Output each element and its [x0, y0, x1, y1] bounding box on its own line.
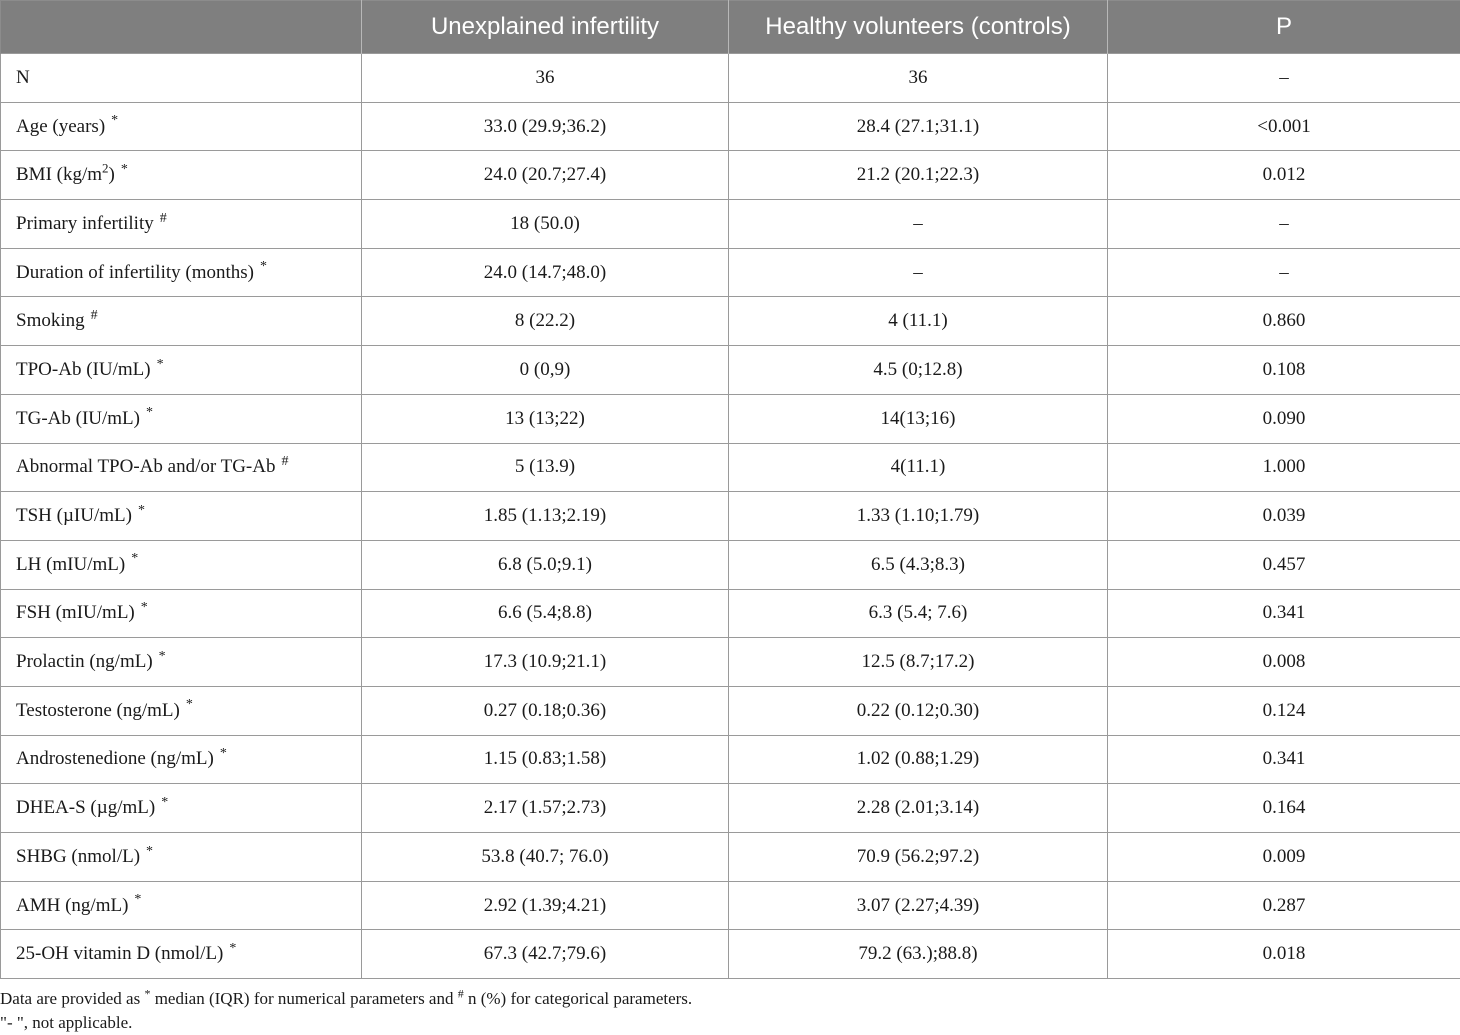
table-body: [1, 54, 1460, 979]
row-parameter-label: 25-OH vitamin D (nmol/L) *: [1, 930, 362, 979]
row-parameter-label: LH (mIU/mL) *: [1, 540, 362, 589]
cell-healthy-controls: 6.5 (4.3;8.3): [729, 540, 1108, 589]
header-parameter: [1, 1, 362, 54]
footnote-marker: *: [229, 940, 237, 956]
table-row: [1, 784, 1460, 833]
cell-healthy-controls: 6.3 (5.4; 7.6): [729, 589, 1108, 638]
footnote-marker: *: [259, 259, 267, 275]
cell-p-value: 0.341: [1108, 735, 1460, 784]
cell-p-value: 0.108: [1108, 346, 1460, 395]
cell-unexplained-infertility: 2.92 (1.39;4.21): [362, 881, 729, 930]
cell-p-value: 0.009: [1108, 833, 1460, 882]
table-row: [1, 735, 1460, 784]
cell-unexplained-infertility: 1.15 (0.83;1.58): [362, 735, 729, 784]
footnote-legend: Data are provided as * median (IQR) for numerical parameters and # n (%) for categorical parameters.: [0, 986, 693, 1008]
footnote-hash-marker: #: [457, 986, 464, 1001]
cell-p-value: 0.039: [1108, 492, 1460, 541]
row-parameter-label: N: [1, 54, 362, 103]
cell-p-value: –: [1108, 54, 1460, 103]
table-row: [1, 346, 1460, 395]
row-parameter-label: Testosterone (ng/mL) *: [1, 686, 362, 735]
cell-unexplained-infertility: 5 (13.9): [362, 443, 729, 492]
cell-healthy-controls: 4(11.1): [729, 443, 1108, 492]
table-row: [1, 589, 1460, 638]
footnote-marker: *: [219, 746, 227, 762]
footnote-marker: *: [158, 648, 166, 664]
cell-p-value: –: [1108, 200, 1460, 249]
cell-healthy-controls: 79.2 (63.);88.8): [729, 930, 1108, 979]
cell-unexplained-infertility: 18 (50.0): [362, 200, 729, 249]
cell-healthy-controls: 12.5 (8.7;17.2): [729, 638, 1108, 687]
footnote-marker: *: [111, 113, 119, 129]
cell-healthy-controls: 4 (11.1): [729, 297, 1108, 346]
cell-unexplained-infertility: 6.8 (5.0;9.1): [362, 540, 729, 589]
cell-unexplained-infertility: 24.0 (20.7;27.4): [362, 151, 729, 200]
cell-unexplained-infertility: 2.17 (1.57;2.73): [362, 784, 729, 833]
cell-p-value: 0.012: [1108, 151, 1460, 200]
table-row: [1, 833, 1460, 882]
footnote-marker: *: [146, 843, 154, 859]
cell-healthy-controls: 36: [729, 54, 1108, 103]
cell-healthy-controls: 0.22 (0.12;0.30): [729, 686, 1108, 735]
row-parameter-label: Androstenedione (ng/mL) *: [1, 735, 362, 784]
row-parameter-label: Age (years) *: [1, 102, 362, 151]
cell-healthy-controls: 3.07 (2.27;4.39): [729, 881, 1108, 930]
cell-healthy-controls: 14(13;16): [729, 394, 1108, 443]
cell-p-value: –: [1108, 248, 1460, 297]
cell-p-value: 0.008: [1108, 638, 1460, 687]
header-healthy-controls: Healthy volunteers (controls): [729, 1, 1108, 54]
cell-healthy-controls: 1.02 (0.88;1.29): [729, 735, 1108, 784]
table-row: [1, 297, 1460, 346]
row-parameter-label: Abnormal TPO-Ab and/or TG-Ab #: [1, 443, 362, 492]
cell-p-value: 0.124: [1108, 686, 1460, 735]
footnote-star-marker: *: [144, 986, 151, 1001]
cell-unexplained-infertility: 1.85 (1.13;2.19): [362, 492, 729, 541]
table-row: [1, 492, 1460, 541]
footnote-marker: *: [161, 794, 169, 810]
table-row: [1, 540, 1460, 589]
cell-unexplained-infertility: 17.3 (10.9;21.1): [362, 638, 729, 687]
footnote-marker: #: [159, 210, 167, 226]
table-row: [1, 394, 1460, 443]
cell-p-value: 1.000: [1108, 443, 1460, 492]
table-row: [1, 638, 1460, 687]
row-parameter-label: DHEA-S (µg/mL) *: [1, 784, 362, 833]
footnote-not-applicable: "- ", not applicable.: [0, 1013, 133, 1032]
footnote-marker: *: [134, 892, 142, 908]
table-row: [1, 102, 1460, 151]
header-unexplained-infertility: Unexplained infertility: [362, 1, 729, 54]
row-parameter-label: BMI $(kg/m^2)$ *: [1, 151, 362, 200]
table-row: [1, 443, 1460, 492]
cell-p-value: 0.018: [1108, 930, 1460, 979]
table-row: [1, 930, 1460, 979]
row-parameter-label: TSH (µIU/mL) *: [1, 492, 362, 541]
cell-p-value: 0.287: [1108, 881, 1460, 930]
row-parameter-label: TG-Ab (IU/mL) *: [1, 394, 362, 443]
cell-healthy-controls: 1.33 (1.10;1.79): [729, 492, 1108, 541]
header-row: [1, 1, 1460, 54]
unit-superscript: 2: [102, 160, 109, 176]
table-header: [1, 1, 1460, 54]
row-parameter-label: Primary infertility #: [1, 200, 362, 249]
table-row: [1, 881, 1460, 930]
cell-unexplained-infertility: 33.0 (29.9;36.2): [362, 102, 729, 151]
header-p-value: P: [1108, 1, 1460, 54]
cell-healthy-controls: 28.4 (27.1;31.1): [729, 102, 1108, 151]
cell-unexplained-infertility: 8 (22.2): [362, 297, 729, 346]
cell-p-value: <0.001: [1108, 102, 1460, 151]
footnote-marker: *: [146, 405, 153, 421]
table-row: [1, 248, 1460, 297]
cell-healthy-controls: 2.28 (2.01;3.14): [729, 784, 1108, 833]
footnote-marker: #: [281, 454, 289, 470]
row-parameter-label: TPO-Ab (IU/mL) *: [1, 346, 362, 395]
row-parameter-label: Duration of infertility (months) *: [1, 248, 362, 297]
footnote-marker: *: [185, 697, 193, 713]
row-parameter-label: FSH (mIU/mL) *: [1, 589, 362, 638]
cell-unexplained-infertility: 0.27 (0.18;0.36): [362, 686, 729, 735]
cell-unexplained-infertility: 0 (0,9): [362, 346, 729, 395]
cell-healthy-controls: 21.2 (20.1;22.3): [729, 151, 1108, 200]
cell-p-value: 0.090: [1108, 394, 1460, 443]
row-parameter-label: AMH (ng/mL) *: [1, 881, 362, 930]
cell-healthy-controls: –: [729, 200, 1108, 249]
cell-unexplained-infertility: 53.8 (40.7; 76.0): [362, 833, 729, 882]
footnote-marker: *: [156, 356, 164, 372]
footnote-marker: #: [90, 307, 98, 323]
cell-healthy-controls: 4.5 (0;12.8): [729, 346, 1108, 395]
table-row: [1, 54, 1460, 103]
footnote-marker: *: [140, 600, 148, 616]
cell-unexplained-infertility: 13 (13;22): [362, 394, 729, 443]
row-parameter-label: Prolactin (ng/mL) *: [1, 638, 362, 687]
cell-p-value: 0.341: [1108, 589, 1460, 638]
table-row: [1, 686, 1460, 735]
cell-unexplained-infertility: 36: [362, 54, 729, 103]
cell-unexplained-infertility: 6.6 (5.4;8.8): [362, 589, 729, 638]
cell-p-value: 0.164: [1108, 784, 1460, 833]
footnote-marker: *: [131, 551, 139, 567]
row-parameter-label: Smoking #: [1, 297, 362, 346]
table-row: [1, 200, 1460, 249]
cell-unexplained-infertility: 24.0 (14.7;48.0): [362, 248, 729, 297]
footnote-marker: *: [137, 502, 145, 518]
cell-p-value: 0.457: [1108, 540, 1460, 589]
cell-healthy-controls: –: [729, 248, 1108, 297]
cell-unexplained-infertility: 67.3 (42.7;79.6): [362, 930, 729, 979]
table-row: [1, 151, 1460, 200]
table-footnotes: [0, 987, 1460, 1035]
cell-healthy-controls: 70.9 (56.2;97.2): [729, 833, 1108, 882]
cell-p-value: 0.860: [1108, 297, 1460, 346]
footnote-marker: *: [120, 161, 128, 177]
row-parameter-label: SHBG (nmol/L) *: [1, 833, 362, 882]
